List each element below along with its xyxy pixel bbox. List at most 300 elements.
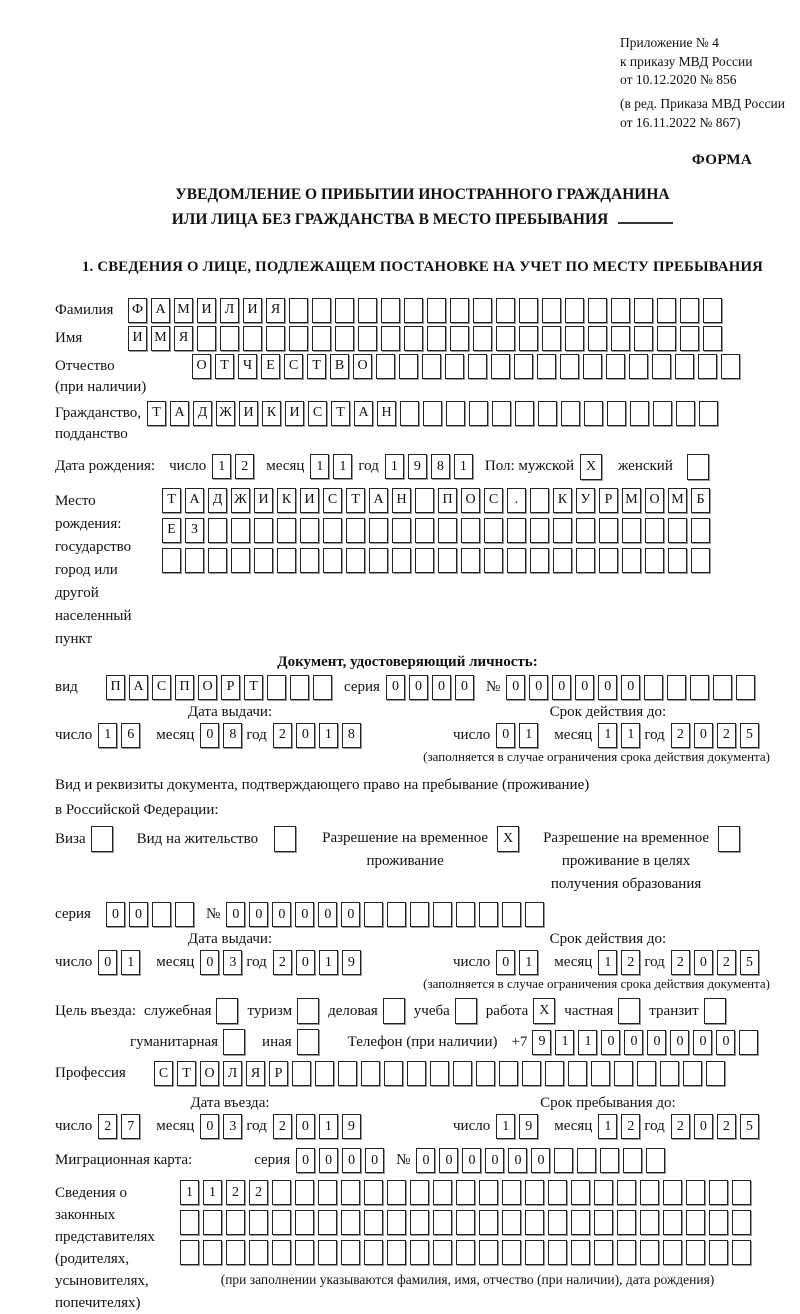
char-box[interactable] [491,354,510,379]
char-box[interactable] [433,902,452,927]
char-box[interactable]: 0 [496,723,515,748]
char-box[interactable] [203,1240,222,1265]
char-box[interactable]: 0 [552,675,571,700]
char-box[interactable]: В [330,354,349,379]
char-box[interactable]: Л [220,298,239,323]
char-box[interactable] [318,1210,337,1235]
char-box[interactable] [438,548,457,573]
char-box[interactable] [323,548,342,573]
char-box[interactable]: 1 [598,723,617,748]
char-box[interactable] [197,326,216,351]
char-box[interactable]: О [461,488,480,513]
char-box[interactable] [341,1240,360,1265]
char-box[interactable] [162,548,181,573]
char-box[interactable] [295,1180,314,1205]
char-box[interactable] [630,401,649,426]
char-box[interactable]: 0 [432,675,451,700]
char-box[interactable] [611,298,630,323]
char-box[interactable] [381,298,400,323]
sex-female-checkbox[interactable] [687,454,709,480]
purpose-transit-checkbox[interactable] [704,998,726,1024]
char-box[interactable] [617,1210,636,1235]
char-box[interactable]: О [645,488,664,513]
char-box[interactable] [315,1061,334,1086]
char-box[interactable] [208,548,227,573]
char-box[interactable] [358,326,377,351]
char-box[interactable] [653,401,672,426]
char-box[interactable] [663,1240,682,1265]
char-box[interactable]: 0 [249,902,268,927]
char-box[interactable] [231,518,250,543]
char-box[interactable] [686,1210,705,1235]
char-box[interactable] [272,1240,291,1265]
char-box[interactable] [525,1180,544,1205]
char-box[interactable] [568,1061,587,1086]
char-box[interactable]: 0 [439,1148,458,1173]
char-box[interactable]: 0 [296,1114,315,1139]
char-box[interactable] [576,548,595,573]
char-box[interactable] [384,1061,403,1086]
char-box[interactable] [341,1180,360,1205]
char-box[interactable]: Т [147,401,166,426]
char-box[interactable] [456,902,475,927]
char-box[interactable]: Н [377,401,396,426]
char-box[interactable] [683,1061,702,1086]
char-box[interactable]: 0 [647,1030,666,1055]
char-box[interactable] [456,1180,475,1205]
char-box[interactable] [571,1210,590,1235]
char-box[interactable] [502,902,521,927]
char-box[interactable] [611,326,630,351]
char-box[interactable]: 0 [670,1030,689,1055]
char-box[interactable]: А [170,401,189,426]
char-box[interactable] [450,326,469,351]
char-box[interactable] [249,1210,268,1235]
char-box[interactable]: С [284,354,303,379]
char-box[interactable]: И [239,401,258,426]
char-box[interactable]: 1 [333,454,352,479]
char-box[interactable] [645,548,664,573]
char-box[interactable] [358,298,377,323]
char-box[interactable] [180,1210,199,1235]
char-box[interactable]: 0 [716,1030,735,1055]
char-box[interactable]: И [243,298,262,323]
char-box[interactable] [346,518,365,543]
char-box[interactable]: 0 [296,1148,315,1173]
char-box[interactable] [548,1180,567,1205]
char-box[interactable] [530,488,549,513]
option-residence-permit-checkbox[interactable] [274,826,296,852]
char-box[interactable]: 1 [98,723,117,748]
char-box[interactable] [713,675,732,700]
char-box[interactable] [680,326,699,351]
char-box[interactable] [422,354,441,379]
char-box[interactable] [617,1240,636,1265]
char-box[interactable] [565,326,584,351]
char-box[interactable]: И [128,326,147,351]
char-box[interactable]: 2 [671,1114,690,1139]
char-box[interactable] [594,1180,613,1205]
char-box[interactable] [496,326,515,351]
char-box[interactable]: 2 [98,1114,117,1139]
char-box[interactable] [548,1240,567,1265]
option-visa-checkbox[interactable] [91,826,113,852]
char-box[interactable] [522,1061,541,1086]
char-box[interactable] [254,548,273,573]
char-box[interactable]: 8 [431,454,450,479]
char-box[interactable] [703,326,722,351]
char-box[interactable]: 0 [200,950,219,975]
char-box[interactable]: 0 [529,675,548,700]
char-box[interactable] [381,326,400,351]
char-box[interactable]: Т [307,354,326,379]
char-box[interactable] [502,1240,521,1265]
char-box[interactable] [668,548,687,573]
char-box[interactable]: И [197,298,216,323]
char-box[interactable]: 1 [319,950,338,975]
char-box[interactable] [699,401,718,426]
char-box[interactable] [231,548,250,573]
char-box[interactable]: П [175,675,194,700]
char-box[interactable]: 0 [694,723,713,748]
char-box[interactable]: 2 [671,723,690,748]
char-box[interactable] [410,1180,429,1205]
char-box[interactable]: К [553,488,572,513]
char-box[interactable] [588,298,607,323]
char-box[interactable] [407,1061,426,1086]
char-box[interactable] [410,902,429,927]
char-box[interactable]: 0 [341,902,360,927]
char-box[interactable]: 0 [485,1148,504,1173]
char-box[interactable] [369,548,388,573]
char-box[interactable] [709,1180,728,1205]
char-box[interactable] [438,518,457,543]
char-box[interactable]: 1 [555,1030,574,1055]
char-box[interactable]: Т [244,675,263,700]
char-box[interactable] [220,326,239,351]
char-box[interactable] [623,1148,642,1173]
char-box[interactable]: 0 [462,1148,481,1173]
char-box[interactable] [634,298,653,323]
char-box[interactable] [496,298,515,323]
char-box[interactable]: А [185,488,204,513]
char-box[interactable]: Ж [231,488,250,513]
char-box[interactable]: 2 [717,1114,736,1139]
char-box[interactable]: 1 [310,454,329,479]
char-box[interactable] [387,902,406,927]
char-box[interactable]: 5 [740,1114,759,1139]
char-box[interactable] [446,401,465,426]
char-box[interactable] [663,1180,682,1205]
char-box[interactable]: А [369,488,388,513]
char-box[interactable]: 0 [624,1030,643,1055]
char-box[interactable]: Л [223,1061,242,1086]
char-box[interactable]: 0 [496,950,515,975]
char-box[interactable] [410,1240,429,1265]
char-box[interactable] [453,1061,472,1086]
char-box[interactable] [318,1240,337,1265]
char-box[interactable] [376,354,395,379]
char-box[interactable]: Т [331,401,350,426]
char-box[interactable] [548,1210,567,1235]
char-box[interactable] [404,298,423,323]
char-box[interactable] [254,518,273,543]
char-box[interactable] [519,298,538,323]
char-box[interactable]: 9 [342,950,361,975]
char-box[interactable] [346,548,365,573]
char-box[interactable]: 1 [519,950,538,975]
char-box[interactable] [637,1061,656,1086]
char-box[interactable] [721,354,740,379]
char-box[interactable] [622,518,641,543]
char-box[interactable] [427,326,446,351]
char-box[interactable] [318,1180,337,1205]
char-box[interactable] [479,1180,498,1205]
char-box[interactable] [479,902,498,927]
char-box[interactable]: 3 [223,1114,242,1139]
char-box[interactable] [553,548,572,573]
char-box[interactable]: 0 [455,675,474,700]
char-box[interactable] [560,354,579,379]
option-temp-residence-education-checkbox[interactable] [718,826,740,852]
char-box[interactable]: 0 [575,675,594,700]
char-box[interactable]: 0 [386,675,405,700]
char-box[interactable] [657,326,676,351]
char-box[interactable] [295,1210,314,1235]
char-box[interactable]: 1 [496,1114,515,1139]
char-box[interactable] [680,298,699,323]
char-box[interactable] [473,298,492,323]
char-box[interactable] [312,298,331,323]
char-box[interactable] [591,1061,610,1086]
char-box[interactable] [732,1180,751,1205]
char-box[interactable] [614,1061,633,1086]
char-box[interactable] [667,675,686,700]
char-box[interactable]: 0 [295,902,314,927]
char-box[interactable] [594,1240,613,1265]
char-box[interactable] [335,326,354,351]
char-box[interactable]: 1 [454,454,473,479]
char-box[interactable]: 2 [621,950,640,975]
char-box[interactable]: 1 [121,950,140,975]
char-box[interactable] [732,1240,751,1265]
char-box[interactable]: 0 [621,675,640,700]
char-box[interactable]: 0 [694,1114,713,1139]
char-box[interactable] [335,298,354,323]
char-box[interactable] [571,1180,590,1205]
char-box[interactable] [561,401,580,426]
char-box[interactable] [709,1210,728,1235]
char-box[interactable] [272,1180,291,1205]
char-box[interactable]: Е [162,518,181,543]
char-box[interactable]: 2 [249,1180,268,1205]
char-box[interactable]: П [438,488,457,513]
char-box[interactable] [300,548,319,573]
char-box[interactable]: 2 [717,723,736,748]
char-box[interactable]: 0 [226,902,245,927]
char-box[interactable] [617,1180,636,1205]
char-box[interactable] [499,1061,518,1086]
char-box[interactable] [660,1061,679,1086]
char-box[interactable]: 6 [121,723,140,748]
char-box[interactable]: 0 [98,950,117,975]
char-box[interactable]: 0 [318,902,337,927]
char-box[interactable]: С [323,488,342,513]
char-box[interactable]: 0 [508,1148,527,1173]
char-box[interactable] [400,401,419,426]
char-box[interactable]: И [254,488,273,513]
char-box[interactable]: 2 [671,950,690,975]
char-box[interactable]: 2 [273,723,292,748]
char-box[interactable]: Р [221,675,240,700]
char-box[interactable] [387,1240,406,1265]
char-box[interactable] [519,326,538,351]
char-box[interactable]: 0 [601,1030,620,1055]
char-box[interactable] [629,354,648,379]
char-box[interactable]: Д [193,401,212,426]
char-box[interactable]: И [285,401,304,426]
char-box[interactable]: 1 [519,723,538,748]
char-box[interactable] [703,298,722,323]
char-box[interactable] [698,354,717,379]
char-box[interactable]: 2 [621,1114,640,1139]
char-box[interactable]: И [300,488,319,513]
char-box[interactable]: 9 [408,454,427,479]
char-box[interactable]: 0 [416,1148,435,1173]
char-box[interactable]: М [174,298,193,323]
char-box[interactable]: А [354,401,373,426]
char-box[interactable] [323,518,342,543]
purpose-study-checkbox[interactable] [455,998,477,1024]
char-box[interactable] [152,902,171,927]
char-box[interactable] [295,1240,314,1265]
char-box[interactable] [423,401,442,426]
char-box[interactable] [226,1240,245,1265]
char-box[interactable]: 7 [121,1114,140,1139]
char-box[interactable]: Ж [216,401,235,426]
char-box[interactable] [468,354,487,379]
char-box[interactable]: Н [392,488,411,513]
char-box[interactable]: О [198,675,217,700]
char-box[interactable]: Т [346,488,365,513]
char-box[interactable]: С [308,401,327,426]
char-box[interactable] [542,298,561,323]
char-box[interactable] [289,298,308,323]
char-box[interactable] [430,1061,449,1086]
char-box[interactable]: 0 [693,1030,712,1055]
char-box[interactable]: О [200,1061,219,1086]
char-box[interactable] [415,548,434,573]
char-box[interactable] [175,902,194,927]
char-box[interactable] [652,354,671,379]
char-box[interactable] [369,518,388,543]
char-box[interactable] [289,326,308,351]
char-box[interactable] [410,1210,429,1235]
char-box[interactable] [594,1210,613,1235]
sex-male-checkbox[interactable]: X [580,454,602,480]
purpose-tourism-checkbox[interactable] [297,998,319,1024]
option-temp-residence-checkbox[interactable]: X [497,826,519,852]
char-box[interactable]: П [106,675,125,700]
char-box[interactable]: У [576,488,595,513]
char-box[interactable]: 0 [129,902,148,927]
char-box[interactable] [530,518,549,543]
char-box[interactable]: Я [174,326,193,351]
char-box[interactable]: З [185,518,204,543]
char-box[interactable] [479,1240,498,1265]
char-box[interactable] [266,326,285,351]
char-box[interactable] [433,1210,452,1235]
char-box[interactable] [644,675,663,700]
char-box[interactable] [657,298,676,323]
char-box[interactable] [732,1210,751,1235]
char-box[interactable] [300,518,319,543]
char-box[interactable]: М [622,488,641,513]
char-box[interactable] [571,1240,590,1265]
char-box[interactable] [203,1210,222,1235]
char-box[interactable] [361,1061,380,1086]
char-box[interactable]: 8 [342,723,361,748]
char-box[interactable]: 9 [532,1030,551,1055]
char-box[interactable]: 1 [598,1114,617,1139]
char-box[interactable] [208,518,227,543]
char-box[interactable] [341,1210,360,1235]
char-box[interactable]: Б [691,488,710,513]
char-box[interactable] [525,1210,544,1235]
char-box[interactable]: 0 [200,1114,219,1139]
char-box[interactable]: О [192,354,211,379]
char-box[interactable] [433,1180,452,1205]
char-box[interactable] [226,1210,245,1235]
char-box[interactable] [312,326,331,351]
char-box[interactable]: 0 [296,950,315,975]
char-box[interactable]: Р [269,1061,288,1086]
char-box[interactable] [553,518,572,543]
char-box[interactable] [600,1148,619,1173]
char-box[interactable]: 2 [226,1180,245,1205]
char-box[interactable] [706,1061,725,1086]
char-box[interactable] [675,354,694,379]
char-box[interactable]: С [152,675,171,700]
char-box[interactable] [476,1061,495,1086]
char-box[interactable]: 0 [200,723,219,748]
char-box[interactable] [507,548,526,573]
char-box[interactable]: 0 [296,723,315,748]
char-box[interactable] [387,1180,406,1205]
char-box[interactable] [515,401,534,426]
char-box[interactable] [691,518,710,543]
char-box[interactable] [577,1148,596,1173]
char-box[interactable] [469,401,488,426]
char-box[interactable] [364,902,383,927]
purpose-other-checkbox[interactable] [297,1029,319,1055]
char-box[interactable]: 1 [203,1180,222,1205]
char-box[interactable] [576,518,595,543]
char-box[interactable] [277,518,296,543]
char-box[interactable] [514,354,533,379]
char-box[interactable]: . [507,488,526,513]
char-box[interactable] [392,548,411,573]
char-box[interactable] [479,1210,498,1235]
char-box[interactable] [364,1180,383,1205]
char-box[interactable]: М [668,488,687,513]
char-box[interactable] [686,1180,705,1205]
char-box[interactable] [525,1240,544,1265]
char-box[interactable] [690,675,709,700]
char-box[interactable]: 0 [106,902,125,927]
char-box[interactable] [739,1030,758,1055]
char-box[interactable]: Д [208,488,227,513]
